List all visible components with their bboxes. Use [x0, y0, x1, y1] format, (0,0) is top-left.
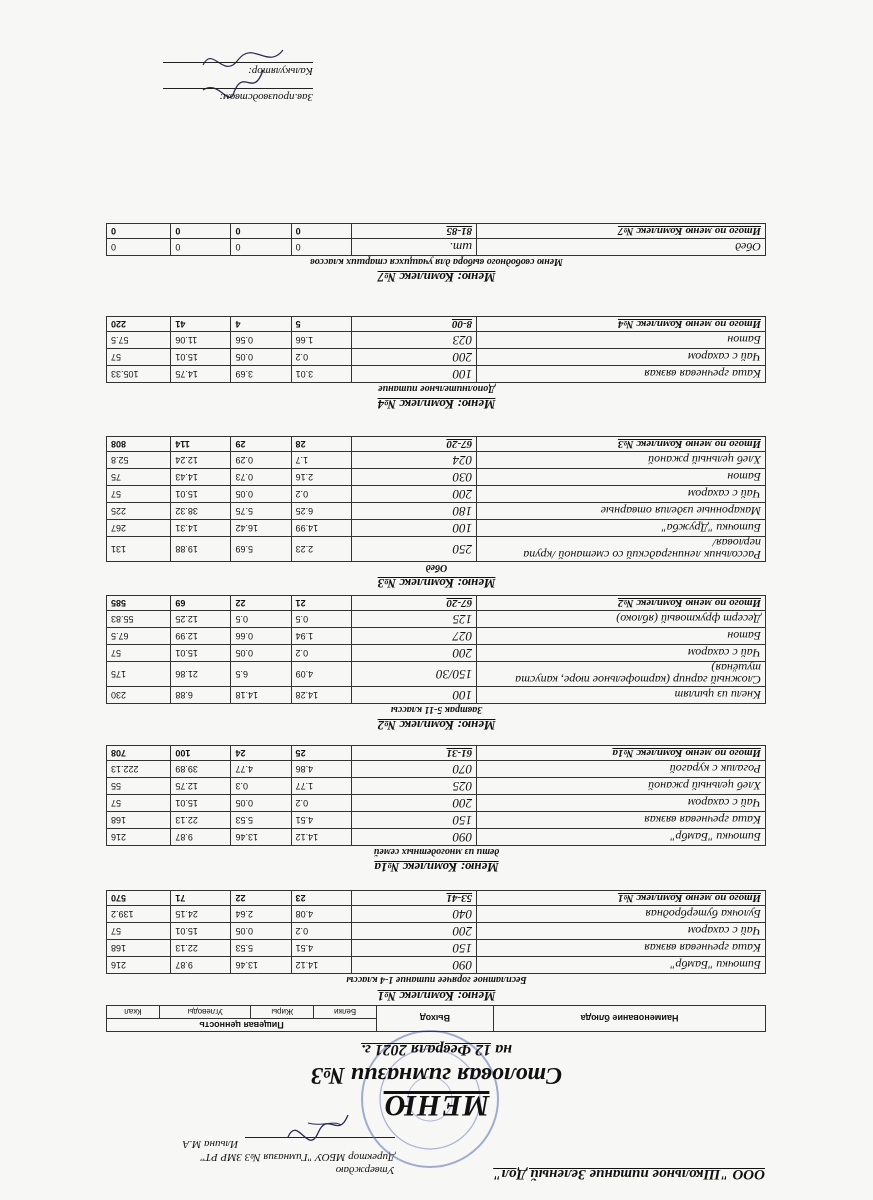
- dish-kcal: 216: [107, 829, 171, 846]
- dish-carbs: 14.31: [171, 520, 231, 537]
- dish-protein: 2.16: [291, 469, 351, 486]
- dish-yield: шт.: [351, 239, 476, 256]
- dish-name: Батон: [477, 332, 766, 349]
- dish-kcal: 57: [107, 349, 171, 366]
- section-title: Меню: Комплекс №3: [377, 576, 496, 591]
- menu-header-table: [106, 1005, 766, 1032]
- dish-row: [107, 452, 766, 469]
- dish-name: Чай с сахаром: [477, 645, 766, 662]
- dish-fat: 5.53: [231, 940, 291, 957]
- dish-carbs: 9.87: [171, 829, 231, 846]
- dish-name: Хлеб цельный ржаной: [477, 778, 766, 795]
- total-dish-yield: 67-20: [351, 437, 476, 452]
- section-table: [106, 436, 766, 562]
- total-row: [107, 891, 766, 906]
- dish-row: [107, 537, 766, 562]
- dish-name: Чай с сахаром: [477, 486, 766, 503]
- dish-yield: 100: [351, 687, 476, 704]
- dish-kcal: 225: [107, 503, 171, 520]
- calculator-signature-line: [163, 62, 313, 63]
- dish-fat: 0.05: [231, 349, 291, 366]
- total-dish-name: Итого по меню Комплекс №1: [477, 891, 766, 906]
- dish-kcal: 67.5: [107, 628, 171, 645]
- dish-fat: 5.75: [231, 503, 291, 520]
- dish-protein: 4.51: [291, 812, 351, 829]
- total-row: [107, 437, 766, 452]
- dish-protein: 1.66: [291, 332, 351, 349]
- total-dish-fat: 4: [231, 317, 291, 332]
- dish-yield: 100: [351, 520, 476, 537]
- dish-yield: 090: [351, 957, 476, 974]
- total-row: [107, 224, 766, 239]
- dish-carbs: 15.01: [171, 349, 231, 366]
- total-dish-carbs: 0: [171, 224, 231, 239]
- approval-director: Директор МБОУ "Гимназия №3 ЗМР РТ": [200, 1151, 395, 1163]
- dish-protein: 1.7: [291, 452, 351, 469]
- section-title: Меню: Комплекс №1: [377, 989, 496, 1004]
- dish-yield: 200: [351, 795, 476, 812]
- dish-carbs: 15.01: [171, 645, 231, 662]
- dish-fat: 13.46: [231, 957, 291, 974]
- total-dish-yield: 53-41: [351, 891, 476, 906]
- dish-fat: 5.69: [231, 537, 291, 562]
- header-kcal: Ккал: [107, 1006, 160, 1019]
- dish-fat: 0.05: [231, 795, 291, 812]
- dish-carbs: 12.75: [171, 778, 231, 795]
- total-dish-fat: 24: [231, 746, 291, 761]
- dish-kcal: 168: [107, 940, 171, 957]
- section-subtitle: Меню свободного выбора для учащихся старших классов: [310, 256, 563, 267]
- dish-name: Батон: [477, 628, 766, 645]
- dish-kcal: 105.33: [107, 366, 171, 383]
- dish-protein: 4.08: [291, 906, 351, 923]
- total-row: [107, 746, 766, 761]
- dish-fat: 0: [231, 239, 291, 256]
- dish-protein: 0.2: [291, 795, 351, 812]
- dish-kcal: 55: [107, 778, 171, 795]
- dish-carbs: 14.75: [171, 366, 231, 383]
- dish-protein: 6.25: [291, 503, 351, 520]
- dish-row: [107, 349, 766, 366]
- dish-yield: 150/30: [351, 662, 476, 687]
- dish-name: Биточки "Бамбр": [477, 957, 766, 974]
- dish-fat: 0.3: [231, 778, 291, 795]
- dish-row: [107, 687, 766, 704]
- total-dish-fat: 22: [231, 596, 291, 611]
- total-dish-protein: 0: [291, 224, 351, 239]
- dish-carbs: 22.13: [171, 812, 231, 829]
- company-name: ООО "Школьное питание Зеленый Дол": [493, 1166, 765, 1182]
- total-dish-protein: 28: [291, 437, 351, 452]
- dish-yield: 100: [351, 366, 476, 383]
- dish-fat: 6.5: [231, 662, 291, 687]
- dish-name: Макаронные изделия отварные: [477, 503, 766, 520]
- dish-protein: 2.23: [291, 537, 351, 562]
- dish-kcal: 57: [107, 795, 171, 812]
- total-dish-name: Итого по меню Комплекс №7: [477, 224, 766, 239]
- dish-protein: 0.2: [291, 349, 351, 366]
- section-table: [106, 595, 766, 704]
- dish-carbs: 12.99: [171, 628, 231, 645]
- section-title: Меню: Комплекс №7: [377, 270, 496, 285]
- calculator-label: Калькулятор:: [248, 65, 313, 77]
- header-carbs: Углеводы: [159, 1006, 251, 1019]
- total-dish-kcal: 585: [107, 596, 171, 611]
- dish-kcal: 57.5: [107, 332, 171, 349]
- dish-yield: 180: [351, 503, 476, 520]
- section-subtitle: Завтрак 5-11 классы: [390, 704, 483, 715]
- total-dish-fat: 0: [231, 224, 291, 239]
- total-dish-protein: 23: [291, 891, 351, 906]
- dish-yield: 027: [351, 628, 476, 645]
- dish-name: Рогалик с курагой: [477, 761, 766, 778]
- total-dish-fat: 22: [231, 891, 291, 906]
- dish-row: [107, 957, 766, 974]
- dish-row: [107, 366, 766, 383]
- dish-kcal: 52.8: [107, 452, 171, 469]
- dish-row: [107, 761, 766, 778]
- header-dish-name: Наименование блюда: [494, 1006, 766, 1032]
- total-dish-carbs: 69: [171, 596, 231, 611]
- total-dish-kcal: 220: [107, 317, 171, 332]
- dish-yield: 200: [351, 349, 476, 366]
- total-dish-kcal: 0: [107, 224, 171, 239]
- header-yield: Выход: [377, 1006, 494, 1032]
- dish-yield: 200: [351, 645, 476, 662]
- dish-carbs: 11.06: [171, 332, 231, 349]
- total-dish-yield: 8-00: [351, 317, 476, 332]
- dish-yield: 040: [351, 906, 476, 923]
- dish-protein: 0.2: [291, 645, 351, 662]
- dish-name: Хлеб цельный ржаной: [477, 452, 766, 469]
- dish-row: [107, 332, 766, 349]
- dish-row: [107, 795, 766, 812]
- director-name: Ильина М.А: [182, 1138, 239, 1150]
- dish-name: Биточки "Бамбр": [477, 829, 766, 846]
- total-dish-kcal: 708: [107, 746, 171, 761]
- total-dish-carbs: 71: [171, 891, 231, 906]
- total-dish-protein: 5: [291, 317, 351, 332]
- dish-row: [107, 611, 766, 628]
- production-label: Зав.производством:: [219, 91, 313, 103]
- total-dish-protein: 25: [291, 746, 351, 761]
- dish-yield: 125: [351, 611, 476, 628]
- dish-name: Чай с сахаром: [477, 349, 766, 366]
- dish-name: Каша гречневая вязкая: [477, 940, 766, 957]
- total-dish-fat: 29: [231, 437, 291, 452]
- total-row: [107, 596, 766, 611]
- total-dish-protein: 21: [291, 596, 351, 611]
- dish-protein: 0.2: [291, 486, 351, 503]
- dish-yield: 150: [351, 940, 476, 957]
- dish-kcal: 230: [107, 687, 171, 704]
- total-dish-name: Итого по меню Комплекс №2: [477, 596, 766, 611]
- dish-carbs: 14.43: [171, 469, 231, 486]
- dish-yield: 250: [351, 537, 476, 562]
- dish-protein: 4.86: [291, 761, 351, 778]
- dish-carbs: 6.88: [171, 687, 231, 704]
- dish-yield: 200: [351, 486, 476, 503]
- dish-kcal: 0: [107, 239, 171, 256]
- dish-kcal: 267: [107, 520, 171, 537]
- dish-protein: 14.12: [291, 957, 351, 974]
- dish-kcal: 75: [107, 469, 171, 486]
- section-title: Меню: Комплекс №1а: [374, 860, 499, 875]
- dish-fat: 0.29: [231, 452, 291, 469]
- dish-carbs: 15.01: [171, 795, 231, 812]
- dish-kcal: 57: [107, 645, 171, 662]
- dish-protein: 14.12: [291, 829, 351, 846]
- dish-row: [107, 645, 766, 662]
- dish-name: Булочка бутербродная: [477, 906, 766, 923]
- dish-fat: 5.53: [231, 812, 291, 829]
- dish-protein: 14.28: [291, 687, 351, 704]
- dish-row: [107, 923, 766, 940]
- total-dish-yield: 61-31: [351, 746, 476, 761]
- header-fat: Жиры: [251, 1006, 314, 1019]
- dish-row: [107, 778, 766, 795]
- total-dish-carbs: 114: [171, 437, 231, 452]
- section-subtitle: дети из многодетных семей: [373, 846, 500, 857]
- dish-carbs: 24.15: [171, 906, 231, 923]
- dish-yield: 024: [351, 452, 476, 469]
- dish-carbs: 12.25: [171, 611, 231, 628]
- dish-fat: 0.5: [231, 611, 291, 628]
- dish-fat: 3.69: [231, 366, 291, 383]
- dish-name: Обед: [477, 239, 766, 256]
- dish-protein: 1.94: [291, 628, 351, 645]
- menu-date: 12 Февраля 2021 г.: [361, 1041, 492, 1058]
- dish-protein: 0: [291, 239, 351, 256]
- dish-kcal: 168: [107, 812, 171, 829]
- dish-protein: 1.77: [291, 778, 351, 795]
- dish-kcal: 216: [107, 957, 171, 974]
- dish-row: [107, 503, 766, 520]
- dish-carbs: 21.86: [171, 662, 231, 687]
- dish-row: [107, 829, 766, 846]
- dish-yield: 030: [351, 469, 476, 486]
- dish-name: Кнели из цыплят: [477, 687, 766, 704]
- total-dish-kcal: 570: [107, 891, 171, 906]
- dish-kcal: 139.2: [107, 906, 171, 923]
- dish-row: [107, 940, 766, 957]
- dish-row: [107, 486, 766, 503]
- section-subtitle: Обед: [425, 562, 448, 573]
- dish-yield: 023: [351, 332, 476, 349]
- dish-fat: 0.05: [231, 923, 291, 940]
- dish-carbs: 39.89: [171, 761, 231, 778]
- dish-row: [107, 906, 766, 923]
- dish-name: Каша гречневая вязкая: [477, 366, 766, 383]
- dish-fat: 16.42: [231, 520, 291, 537]
- section-subtitle: Бесплатное горячее питание 1-4 классы: [346, 974, 527, 985]
- dish-name: Чай с сахаром: [477, 795, 766, 812]
- dish-carbs: 22.13: [171, 940, 231, 957]
- menu-date-line: [0, 1040, 873, 1058]
- canteen-title: Столовая гимназии №3: [310, 1062, 563, 1088]
- dish-fat: 0.73: [231, 469, 291, 486]
- section-table: [106, 316, 766, 383]
- production-signature-line: [163, 88, 313, 89]
- total-dish-name: Итого по меню Комплекс №1а: [477, 746, 766, 761]
- header-nutrition: Пищевая ценность: [107, 1019, 377, 1032]
- dish-carbs: 38.32: [171, 503, 231, 520]
- dish-row: [107, 662, 766, 687]
- dish-name: Биточки "Дружба": [477, 520, 766, 537]
- total-dish-name: Итого по меню Комплекс №4: [477, 317, 766, 332]
- dish-fat: 0.05: [231, 645, 291, 662]
- total-dish-carbs: 100: [171, 746, 231, 761]
- dish-carbs: 15.01: [171, 923, 231, 940]
- dish-yield: 090: [351, 829, 476, 846]
- section-subtitle: Дополнительное питание: [378, 383, 495, 394]
- menu-title: МЕНЮ: [383, 1089, 490, 1122]
- dish-carbs: 19.88: [171, 537, 231, 562]
- dish-kcal: 57: [107, 486, 171, 503]
- dish-kcal: 175: [107, 662, 171, 687]
- section-table: [106, 223, 766, 256]
- dish-fat: 2.64: [231, 906, 291, 923]
- dish-kcal: 57: [107, 923, 171, 940]
- dish-kcal: 131: [107, 537, 171, 562]
- dish-fat: 13.46: [231, 829, 291, 846]
- date-prefix: на: [495, 1041, 512, 1058]
- dish-row: [107, 812, 766, 829]
- dish-carbs: 9.87: [171, 957, 231, 974]
- dish-row: [107, 628, 766, 645]
- dish-fat: 0.66: [231, 628, 291, 645]
- dish-protein: 0.2: [291, 923, 351, 940]
- dish-yield: 070: [351, 761, 476, 778]
- section-title: Меню: Комплекс №2: [377, 718, 496, 733]
- dish-carbs: 12.24: [171, 452, 231, 469]
- dish-yield: 200: [351, 923, 476, 940]
- dish-name: Каша гречневая вязкая: [477, 812, 766, 829]
- dish-fat: 14.18: [231, 687, 291, 704]
- dish-protein: 4.51: [291, 940, 351, 957]
- dish-name: Десерт фруктовый (яблоко): [477, 611, 766, 628]
- dish-row: [107, 469, 766, 486]
- dish-protein: 4.09: [291, 662, 351, 687]
- dish-fat: 4.77: [231, 761, 291, 778]
- dish-name: Рассольник ленинградский со сметаной /крупа перловая/: [477, 537, 766, 562]
- total-dish-name: Итого по меню Комплекс №3: [477, 437, 766, 452]
- approval-label: Утверждаю: [335, 1164, 395, 1176]
- dish-yield: 150: [351, 812, 476, 829]
- dish-name: Батон: [477, 469, 766, 486]
- dish-row: [107, 239, 766, 256]
- dish-row: [107, 520, 766, 537]
- dish-kcal: 55.83: [107, 611, 171, 628]
- dish-fat: 0.05: [231, 486, 291, 503]
- total-row: [107, 317, 766, 332]
- section-table: [106, 745, 766, 846]
- dish-carbs: 0: [171, 239, 231, 256]
- dish-name: Чай с сахаром: [477, 923, 766, 940]
- dish-fat: 0.56: [231, 332, 291, 349]
- total-dish-kcal: 808: [107, 437, 171, 452]
- total-dish-carbs: 41: [171, 317, 231, 332]
- dish-protein: 0.5: [291, 611, 351, 628]
- dish-name: Сложный гарнир (картофельное пюре, капуста тушёная): [477, 662, 766, 687]
- total-dish-yield: 81-85: [351, 224, 476, 239]
- dish-protein: 14.99: [291, 520, 351, 537]
- dish-protein: 3.01: [291, 366, 351, 383]
- total-dish-yield: 67-20: [351, 596, 476, 611]
- dish-kcal: 222.13: [107, 761, 171, 778]
- section-title: Меню: Комплекс №4: [377, 397, 496, 412]
- dish-carbs: 15.01: [171, 486, 231, 503]
- dish-yield: 025: [351, 778, 476, 795]
- header-protein: Белки: [314, 1006, 377, 1019]
- section-table: [106, 890, 766, 974]
